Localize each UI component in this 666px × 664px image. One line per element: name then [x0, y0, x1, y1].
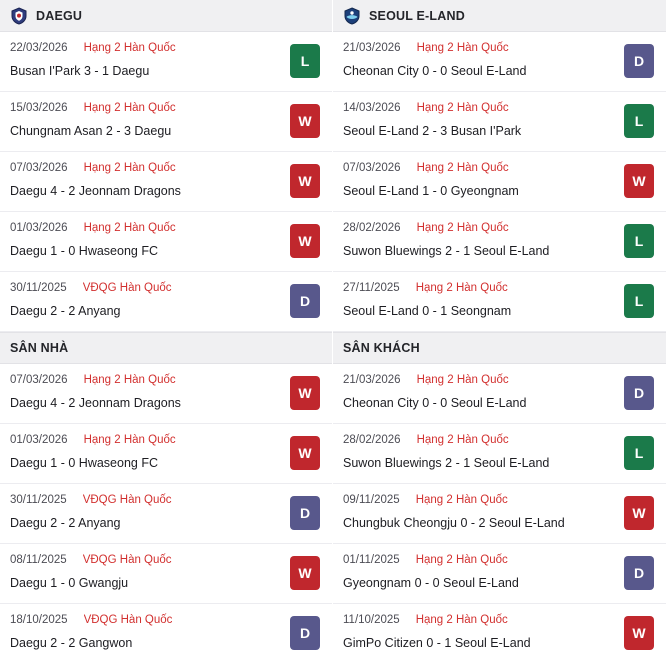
daegu-crest-icon: [10, 7, 28, 25]
result-badge: D: [624, 376, 654, 410]
match-competition: Hạng 2 Hàn Quốc: [83, 162, 176, 174]
match-competition: Hạng 2 Hàn Quốc: [416, 434, 509, 446]
match-row[interactable]: [0, 544, 332, 604]
match-score: Seoul E-Land 2 - 3 Busan I'Park: [343, 124, 522, 138]
match-score: Cheonan City 0 - 0 Seoul E-Land: [343, 396, 527, 410]
match-competition: Hạng 2 Hàn Quốc: [416, 374, 509, 386]
match-date: 21/03/2026: [343, 374, 401, 386]
match-score: Daegu 2 - 2 Gangwon: [10, 636, 133, 650]
match-row[interactable]: [333, 604, 666, 664]
match-meta: [10, 41, 278, 56]
match-competition: VĐQG Hàn Quốc: [82, 282, 172, 294]
match-date: 01/03/2026: [10, 222, 68, 234]
match-score: Daegu 1 - 0 Hwaseong FC: [10, 244, 158, 258]
match-competition: Hạng 2 Hàn Quốc: [416, 222, 509, 234]
result-badge: W: [290, 556, 320, 590]
match-meta: [343, 281, 612, 296]
match-row[interactable]: [0, 272, 332, 332]
match-date: 11/10/2025: [343, 614, 400, 626]
away-venue-section-header: [333, 332, 666, 364]
match-row[interactable]: [333, 32, 666, 92]
match-row[interactable]: [333, 152, 666, 212]
match-meta: [343, 433, 612, 448]
match-row[interactable]: [0, 604, 332, 664]
result-badge: D: [290, 616, 320, 650]
result-badge: L: [290, 44, 320, 78]
home-team-header: [0, 0, 332, 32]
match-competition: Hạng 2 Hàn Quốc: [415, 494, 508, 506]
result-badge: W: [290, 104, 320, 138]
match-meta: [10, 553, 278, 568]
match-score: Daegu 2 - 2 Anyang: [10, 304, 121, 318]
result-badge: D: [290, 496, 320, 530]
match-score: Daegu 4 - 2 Jeonnam Dragons: [10, 184, 181, 198]
match-meta: [10, 221, 278, 236]
match-competition: Hạng 2 Hàn Quốc: [83, 42, 176, 54]
result-badge: W: [624, 164, 654, 198]
match-score: Busan I'Park 3 - 1 Daegu: [10, 64, 150, 78]
match-competition: Hạng 2 Hàn Quốc: [416, 42, 509, 54]
match-row[interactable]: [333, 364, 666, 424]
match-date: 28/02/2026: [343, 434, 401, 446]
match-row[interactable]: [0, 32, 332, 92]
match-date: 30/11/2025: [10, 494, 67, 506]
result-badge: W: [624, 616, 654, 650]
match-score: Daegu 4 - 2 Jeonnam Dragons: [10, 396, 181, 410]
result-badge: W: [624, 496, 654, 530]
match-meta: [10, 281, 278, 296]
match-date: 18/10/2025: [10, 614, 68, 626]
result-badge: W: [290, 164, 320, 198]
result-badge: W: [290, 376, 320, 410]
match-date: 22/03/2026: [10, 42, 68, 54]
home-team-name: DAEGU: [36, 8, 83, 23]
match-competition: Hạng 2 Hàn Quốc: [83, 102, 176, 114]
match-date: 08/11/2025: [10, 554, 67, 566]
match-row[interactable]: [333, 272, 666, 332]
match-date: 27/11/2025: [343, 282, 400, 294]
match-date: 01/11/2025: [343, 554, 400, 566]
match-competition: Hạng 2 Hàn Quốc: [83, 222, 176, 234]
match-competition: VĐQG Hàn Quốc: [82, 554, 172, 566]
match-row[interactable]: [333, 92, 666, 152]
match-meta: [343, 373, 612, 388]
match-row[interactable]: [0, 212, 332, 272]
match-row[interactable]: [0, 364, 332, 424]
match-meta: [10, 101, 278, 116]
match-date: 07/03/2026: [10, 162, 68, 174]
match-score: Gyeongnam 0 - 0 Seoul E-Land: [343, 576, 519, 590]
match-row[interactable]: [0, 92, 332, 152]
result-badge: L: [624, 284, 654, 318]
match-row[interactable]: [0, 152, 332, 212]
match-competition: Hạng 2 Hàn Quốc: [83, 374, 176, 386]
match-date: 09/11/2025: [343, 494, 400, 506]
match-date: 21/03/2026: [343, 42, 401, 54]
home-team-column: [0, 0, 333, 663]
match-meta: [10, 613, 278, 628]
result-badge: L: [624, 224, 654, 258]
match-meta: [343, 613, 612, 628]
match-date: 07/03/2026: [343, 162, 401, 174]
match-meta: [10, 161, 278, 176]
match-row[interactable]: [333, 544, 666, 604]
match-score: Seoul E-Land 0 - 1 Seongnam: [343, 304, 512, 318]
match-score: Daegu 2 - 2 Anyang: [10, 516, 121, 530]
result-badge: W: [290, 436, 320, 470]
away-team-name: SEOUL E-LAND: [369, 8, 465, 23]
result-badge: L: [624, 104, 654, 138]
section-title: SÂN KHÁCH: [343, 341, 420, 355]
match-meta: [10, 433, 278, 448]
match-row[interactable]: [0, 484, 332, 544]
match-row[interactable]: [333, 484, 666, 544]
match-meta: [10, 373, 278, 388]
match-competition: VĐQG Hàn Quốc: [82, 494, 172, 506]
match-date: 28/02/2026: [343, 222, 401, 234]
match-meta: [343, 41, 612, 56]
match-date: 01/03/2026: [10, 434, 68, 446]
match-meta: [343, 493, 612, 508]
match-row[interactable]: [0, 424, 332, 484]
away-team-header: [333, 0, 666, 32]
match-score: Chungbuk Cheongju 0 - 2 Seoul E-Land: [343, 516, 565, 530]
match-competition: Hạng 2 Hàn Quốc: [415, 282, 508, 294]
match-meta: [343, 161, 612, 176]
match-score: Suwon Bluewings 2 - 1 Seoul E-Land: [343, 456, 550, 470]
match-competition: Hạng 2 Hàn Quốc: [416, 102, 509, 114]
match-competition: Hạng 2 Hàn Quốc: [416, 162, 509, 174]
result-badge: D: [624, 556, 654, 590]
section-title: SÂN NHÀ: [10, 341, 69, 355]
seoul-eland-crest-icon: [343, 7, 361, 25]
match-score: Daegu 1 - 0 Hwaseong FC: [10, 456, 158, 470]
match-score: Chungnam Asan 2 - 3 Daegu: [10, 124, 172, 138]
match-score: Seoul E-Land 1 - 0 Gyeongnam: [343, 184, 519, 198]
match-competition: Hạng 2 Hàn Quốc: [83, 434, 176, 446]
match-row[interactable]: [333, 424, 666, 484]
result-badge: D: [290, 284, 320, 318]
away-team-column: [333, 0, 666, 663]
match-score: Suwon Bluewings 2 - 1 Seoul E-Land: [343, 244, 550, 258]
match-date: 15/03/2026: [10, 102, 68, 114]
match-meta: [343, 101, 612, 116]
result-badge: D: [624, 44, 654, 78]
match-score: Cheonan City 0 - 0 Seoul E-Land: [343, 64, 527, 78]
match-date: 30/11/2025: [10, 282, 67, 294]
match-date: 14/03/2026: [343, 102, 401, 114]
match-meta: [343, 553, 612, 568]
match-competition: Hạng 2 Hàn Quốc: [415, 614, 508, 626]
result-badge: L: [624, 436, 654, 470]
match-competition: Hạng 2 Hàn Quốc: [415, 554, 508, 566]
match-competition: VĐQG Hàn Quốc: [83, 614, 173, 626]
home-venue-section-header: [0, 332, 332, 364]
match-score: GimPo Citizen 0 - 1 Seoul E-Land: [343, 636, 531, 650]
result-badge: W: [290, 224, 320, 258]
match-meta: [10, 493, 278, 508]
match-row[interactable]: [333, 212, 666, 272]
match-date: 07/03/2026: [10, 374, 68, 386]
match-meta: [343, 221, 612, 236]
match-score: Daegu 1 - 0 Gwangju: [10, 576, 129, 590]
